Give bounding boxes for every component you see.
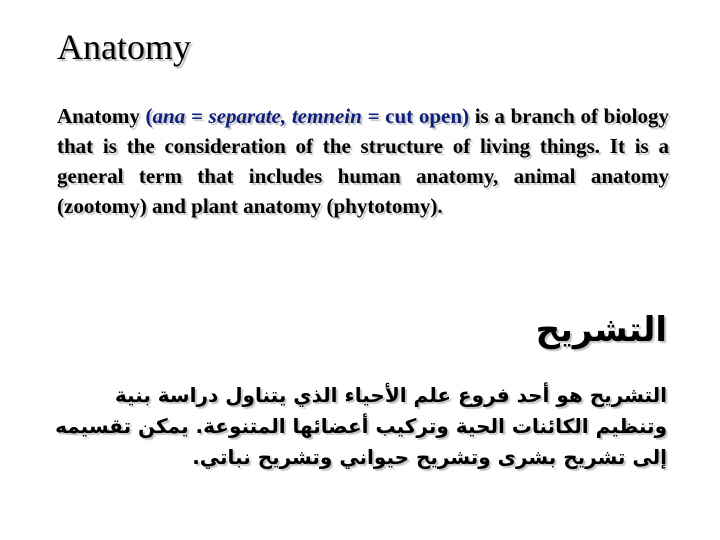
- slide-title: Anatomy: [57, 27, 191, 67]
- etymology-ana: ana = separate, temnein =: [152, 104, 386, 128]
- arabic-line-3: إلى تشريح بشرى وتشريح حيواني وتشريح نباتي.: [192, 445, 667, 469]
- definition-rest: is a branch of biology that is the consideration of the structure of living things. It is a general term that includes human anatomy, animal anatomy (zootomy) and plant anatomy (phytotomy).: [57, 104, 670, 218]
- english-definition: [57, 101, 669, 221]
- arabic-line-1: التشريح هو أحد فروع علم الأحياء الذي يتناول دراسة بنية: [114, 383, 667, 407]
- definition-lead: Anatomy: [57, 104, 146, 128]
- arabic-title: التشريح: [535, 310, 667, 350]
- etymology-open-paren: (: [145, 104, 153, 128]
- etymology: [146, 104, 470, 128]
- arabic-line-2: وتنظيم الكائنات الحية وتركيب أعضائها المتنوعة. يمكن تقسيمه: [55, 414, 667, 438]
- arabic-definition: [47, 380, 667, 473]
- etymology-cut: cut open): [385, 104, 470, 128]
